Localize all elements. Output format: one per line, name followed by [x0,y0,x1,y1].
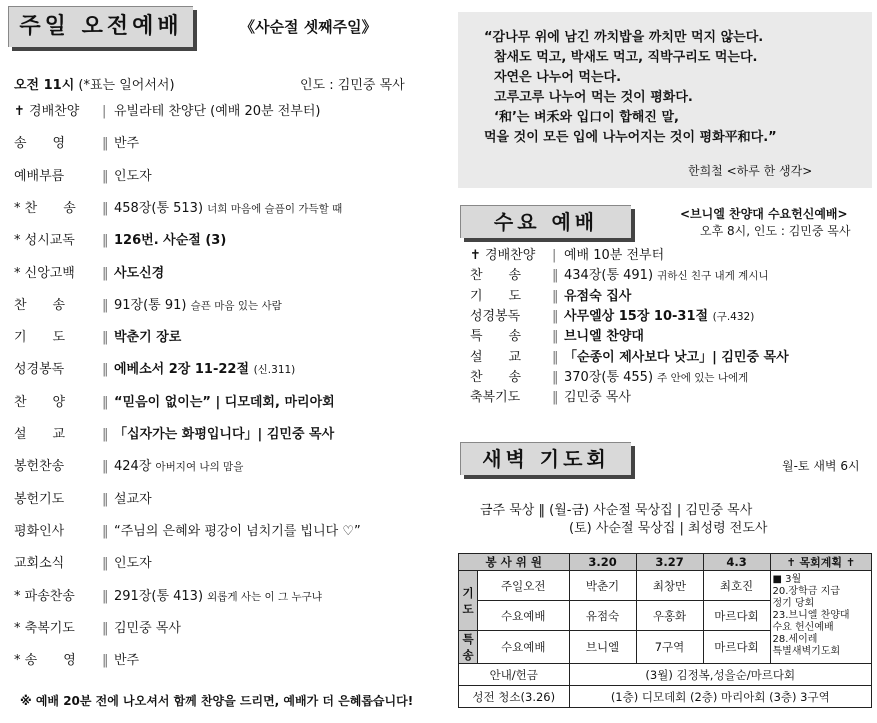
sunday-row-label: * 송 영 [14,653,76,669]
table-side-prayer: 기도 [459,571,478,631]
wednesday-meta: 오후 8시, 인도 : 김민중 목사 [700,224,851,238]
table-cell: (1층) 디모데회 (2층) 마리아회 (3층) 3구역 [569,686,871,708]
wednesday-row-content [564,388,631,408]
sunday-row-label: * 찬 송 [14,200,76,216]
pastoral-plan-line: 정기 당회 [772,598,815,609]
sunday-row-content [114,264,164,284]
wednesday-row-label: 찬 송 [470,268,522,284]
wednesday-service-title: 수요 예배 [460,205,631,238]
sunday-row-content-main: 에베소서 2장 11-22절 [114,362,254,378]
table-cell: 최호진 [703,571,770,601]
service-committee-table [458,553,872,708]
sunday-row-content-main: 유빌라테 찬양단 (예배 20분 전부터) [114,104,321,119]
wednesday-row-content-note: 주 안에 있는 나에게 [657,371,749,384]
sunday-row-content-note: 슬픈 마음 있는 사람 [190,299,282,312]
table-header-plan: ✝ 목회계획 ✝ [770,554,871,571]
dawn-meditation-weekday: 금주 묵상 ‖ (월-금) 사순절 묵상집 | 김민중 목사 [480,503,753,518]
sunday-row-separator: ‖ [102,233,109,249]
sunday-row-label: 기 도 [14,330,66,346]
table-cell: 유점숙 [569,601,636,631]
sunday-row-content-note: 너희 마음에 슬픔이 가득할 때 [207,202,343,215]
sunday-row-label: 봉헌찬송 [14,459,65,475]
wednesday-row-content-main: 사무엘상 15장 10-31절 [564,308,713,324]
dawn-prayer-title: 새벽 기도회 [460,442,631,475]
sunday-row-content [114,651,139,671]
table-side-special-song: 특송 [459,631,478,664]
sunday-row-label: 찬 양 [14,394,66,410]
wednesday-row-separator: ‖ [552,308,559,324]
wednesday-row-content [564,266,769,286]
wednesday-row-content-main: 「순종이 제사보다 낫고」| 김민중 목사 [564,349,789,365]
dawn-meditation-saturday: (토) 사순절 묵상집 | 최성령 전도사 [569,521,768,536]
table-cell: 안내/헌금 [459,664,570,686]
sunday-row-content [114,554,152,574]
sunday-row-content-note: 외롭게 사는 이 그 누구냐 [207,590,322,603]
sunday-row-separator: ‖ [102,427,109,442]
sunday-row-label: * 신앙고백 [14,265,75,281]
quote-line: 고루고루 나누어 먹는 것이 평화다. [494,90,693,105]
sunday-row-content-main: 반주 [114,653,140,669]
sunday-row-label: 성경봉독 [14,362,65,378]
wednesday-row-content-main: 유점숙 집사 [564,288,632,304]
wednesday-row-content [564,246,664,266]
sunday-row-content-note: 아버지여 나의 맘을 [155,461,244,474]
quote-box [458,12,872,188]
pastoral-plan-line: 20.장학금 지급 [772,586,840,597]
sunday-row-content-main: 설교자 [114,491,152,507]
quote-line: 참새도 먹고, 박새도 먹고, 직박구리도 먹는다. [494,50,758,65]
sunday-row-content [114,199,342,219]
sunday-row-content [114,393,335,413]
sunday-row-content-main: 458장(통 513) [114,200,208,216]
sunday-row-label: 찬 송 [14,297,66,313]
table-header-committee: 봉 사 위 원 [459,554,570,571]
sunday-row-content [114,490,152,510]
sunday-row-separator: ‖ [102,394,109,410]
sunday-row-label: 송 영 [14,136,66,152]
table-cell: 주일오전 [478,571,570,601]
sunday-row-content-main: “주님의 은혜와 평강이 넘치기를 빕니다 ♡” [114,523,361,539]
wednesday-row-separator: ‖ [552,268,559,284]
pastoral-plan-line: 수요 헌신예배 [772,622,834,633]
wednesday-row-label: 성경봉독 [470,308,521,324]
sunday-row-separator: ‖ [102,330,109,346]
sunday-row-content-main: 반주 [114,136,140,152]
sunday-row-content-main: 「십자가는 화평입니다」| 김민중 목사 [114,427,335,442]
sunday-row-label: * 파송찬송 [14,588,75,604]
sunday-row-label: 봉헌기도 [14,491,65,507]
sunday-row-separator: ‖ [102,168,109,184]
table-header-date-1: 3.20 [569,554,636,571]
sunday-row-content [114,457,243,477]
table-cell: 최창만 [636,571,703,601]
wednesday-row-content-main: 브니엘 찬양대 [564,329,644,345]
sunday-time-label: 오전 11시 [14,78,75,93]
sunday-row-label: 교회소식 [14,556,65,572]
wednesday-row-content-main: 434장(통 491) [564,268,658,284]
sunday-leader: 인도 : 김민중 목사 [300,78,405,93]
sunday-row-label: 설 교 [14,427,66,442]
sunday-row-content [114,102,320,122]
sunday-row-separator: | [102,104,107,119]
sunday-row-content [114,296,282,316]
table-cell: 7구역 [636,631,703,664]
quote-line: ‘和’는 벼禾와 입口이 합해진 말, [494,110,679,125]
quote-line: 먹을 것이 모든 입에 나누어지는 것이 평화平和다.” [484,130,777,145]
sunday-row-content-main: 사도신경 [114,265,165,281]
sunday-row-content-main: 인도자 [114,556,152,572]
wednesday-row-separator: ‖ [552,288,559,304]
wednesday-row-content [564,327,644,347]
sunday-row-separator: ‖ [102,523,109,539]
wednesday-row-separator: ‖ [552,329,559,345]
wednesday-row-content [564,307,754,327]
sunday-subtitle: 《사순절 셋째주일》 [240,18,377,36]
wednesday-row-content [564,287,631,307]
wednesday-row-label: 찬 송 [470,369,522,385]
sunday-row-label: * 성시교독 [14,233,75,249]
pastoral-plan-line: 28.세이레 [772,634,818,645]
sunday-row-content [114,231,226,251]
sunday-row-content-main: 291장(통 413) [114,588,208,604]
sunday-row-content [114,134,139,154]
sunday-row-separator: ‖ [102,297,109,313]
wednesday-row-content [564,368,748,388]
wednesday-row-content-note: (구.432) [712,310,755,323]
sunday-row-separator: ‖ [102,588,109,604]
sunday-row-label: 평화인사 [14,523,65,539]
table-cell: (3월) 김정복,성을순/마르다회 [569,664,871,686]
table-header-date-2: 3.27 [636,554,703,571]
sunday-row-label: ✝ 경배찬양 [14,104,80,119]
sunday-row-separator: ‖ [102,200,109,216]
sunday-row-content-main: 인도자 [114,168,152,184]
sunday-row-content [114,587,322,607]
sunday-row-content-main: 424장 [114,459,156,475]
wednesday-subtitle: <브니엘 찬양대 수요헌신예배> [680,207,848,221]
pastoral-plan [770,571,871,664]
sunday-row-content [114,167,152,187]
sunday-row-label: 예배부름 [14,168,65,184]
sunday-row-separator: ‖ [102,491,109,507]
wednesday-row-label: ✝ 경배찬양 [470,248,536,263]
wednesday-row-label: 설 교 [470,349,522,365]
pastoral-plan-line: 23.브니엘 찬양대 [772,610,850,621]
pastoral-plan-lines [773,574,869,658]
sunday-row-content [114,425,334,445]
wednesday-row-separator: ‖ [552,390,559,406]
quote-author: 한희철 <하루 한 생각> [688,164,813,178]
sunday-row-separator: ‖ [102,265,109,281]
sunday-time [14,74,175,93]
sunday-service-title: 주일 오전예배 [8,6,193,47]
sunday-row-content-note: (신.311) [253,364,296,377]
table-cell: 성전 청소(3.26) [459,686,570,708]
dawn-prayer-time: 월-토 새벽 6시 [782,459,860,473]
wednesday-row-label: 특 송 [470,329,522,345]
table-cell: 마르다회 [703,631,770,664]
sunday-row-separator: ‖ [102,620,109,636]
wednesday-row-label: 축복기도 [470,390,521,406]
sunday-footnote: ※ 예배 20분 전에 나오셔서 함께 찬양을 드리면, 예배가 더 은혜롭습니다! [20,694,414,708]
pastoral-plan-line: ■ 3월 [772,574,802,585]
wednesday-row-content-main: 김민중 목사 [564,390,631,406]
quote-line: “감나무 위에 남긴 까치밥을 까치만 먹지 않는다. [484,30,764,45]
table-cell: 수요예배 [478,601,570,631]
wednesday-row-separator: ‖ [552,369,559,385]
table-header-date-3: 4.3 [703,554,770,571]
sunday-row-content-main: 126번. 사순절 (3) [114,233,227,249]
quote-line: 자연은 나누어 먹는다. [494,70,622,85]
wednesday-row-label: 기 도 [470,288,522,304]
wednesday-row-content-note: 귀하신 친구 내게 계시니 [657,270,769,283]
sunday-time-note: (*표는 일어서서) [74,78,175,93]
sunday-row-label: * 축복기도 [14,620,75,636]
sunday-row-separator: ‖ [102,459,109,475]
sunday-row-separator: ‖ [102,653,109,669]
sunday-row-separator: ‖ [102,136,109,152]
sunday-row-content [114,619,181,639]
table-cell: 우홍화 [636,601,703,631]
sunday-row-separator: ‖ [102,362,109,378]
sunday-row-content-main: 김민중 목사 [114,620,181,636]
sunday-row-content-main: “믿음이 없이는” | 디모데회, 마리아회 [114,394,335,410]
wednesday-row-separator: ‖ [552,349,559,365]
table-cell: 박춘기 [569,571,636,601]
table-cell: 수요예배 [478,631,570,664]
wednesday-row-separator: | [552,248,557,263]
table-cell: 브니엘 [569,631,636,664]
sunday-row-content-main: 91장(통 91) [114,297,191,313]
sunday-row-content [114,328,181,348]
wednesday-row-content-main: 예배 10분 전부터 [564,248,665,263]
sunday-row-content-main: 박춘기 장로 [114,330,182,346]
wednesday-row-content [564,348,789,368]
pastoral-plan-line: 특별새벽기도회 [772,646,841,657]
wednesday-row-content-main: 370장(통 455) [564,369,658,385]
table-cell: 마르다회 [703,601,770,631]
sunday-row-separator: ‖ [102,556,109,572]
sunday-row-content [114,360,295,380]
sunday-row-content [114,522,361,542]
